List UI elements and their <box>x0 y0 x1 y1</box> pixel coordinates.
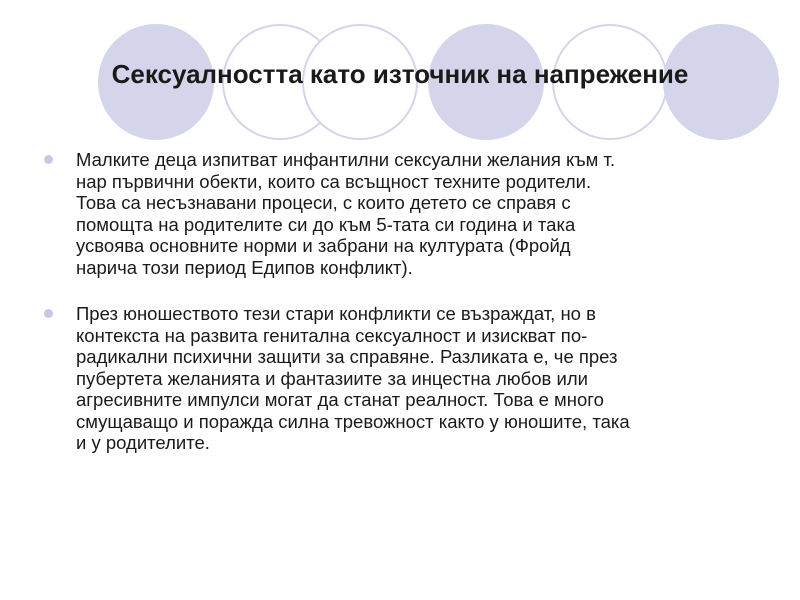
bullet-list <box>44 149 764 479</box>
bullet-line: агресивните импулси могат да станат реалност. Това е много <box>76 389 604 410</box>
bullet-line: нар първични обекти, които са всъщност техните родители. <box>76 170 592 192</box>
bullet-line: През юношеството тези стари конфликти се възраждат, но в <box>76 303 596 324</box>
bullet-dot-icon <box>44 309 53 318</box>
bullet-item-1 <box>44 149 764 278</box>
slide-title: Сексуалността като източник на напрежение <box>111 59 689 89</box>
bullet-line: контекста на развита генитална сексуалност и изискват по- <box>76 324 588 346</box>
bullet-line: пубертета желанията и фантазиите за инцестна любов или <box>76 367 588 389</box>
bullet-line: усвоява основните норми и забрани на културата (Фройд <box>76 235 571 256</box>
bullet-line: помощта на родителите си до към 5-тата си година и така <box>76 213 576 235</box>
bullet-line: Малките деца изпитват инфантилни сексуални желания към т. <box>76 149 616 170</box>
bullet-line: нарича този период Едипов конфликт). <box>76 256 413 278</box>
bullet-dot-icon <box>44 155 53 164</box>
bullet-line: Това са несъзнавани процеси, с които детето се справя с <box>76 192 571 213</box>
bullet-line: смущаващо и поражда силна тревожност както у юношите, така <box>76 410 630 432</box>
bullet-line: и у родителите. <box>76 432 210 453</box>
bullet-item-2 <box>44 303 764 454</box>
bullet-line: радикални психични защити за справяне. Разликата е, че през <box>76 346 618 367</box>
